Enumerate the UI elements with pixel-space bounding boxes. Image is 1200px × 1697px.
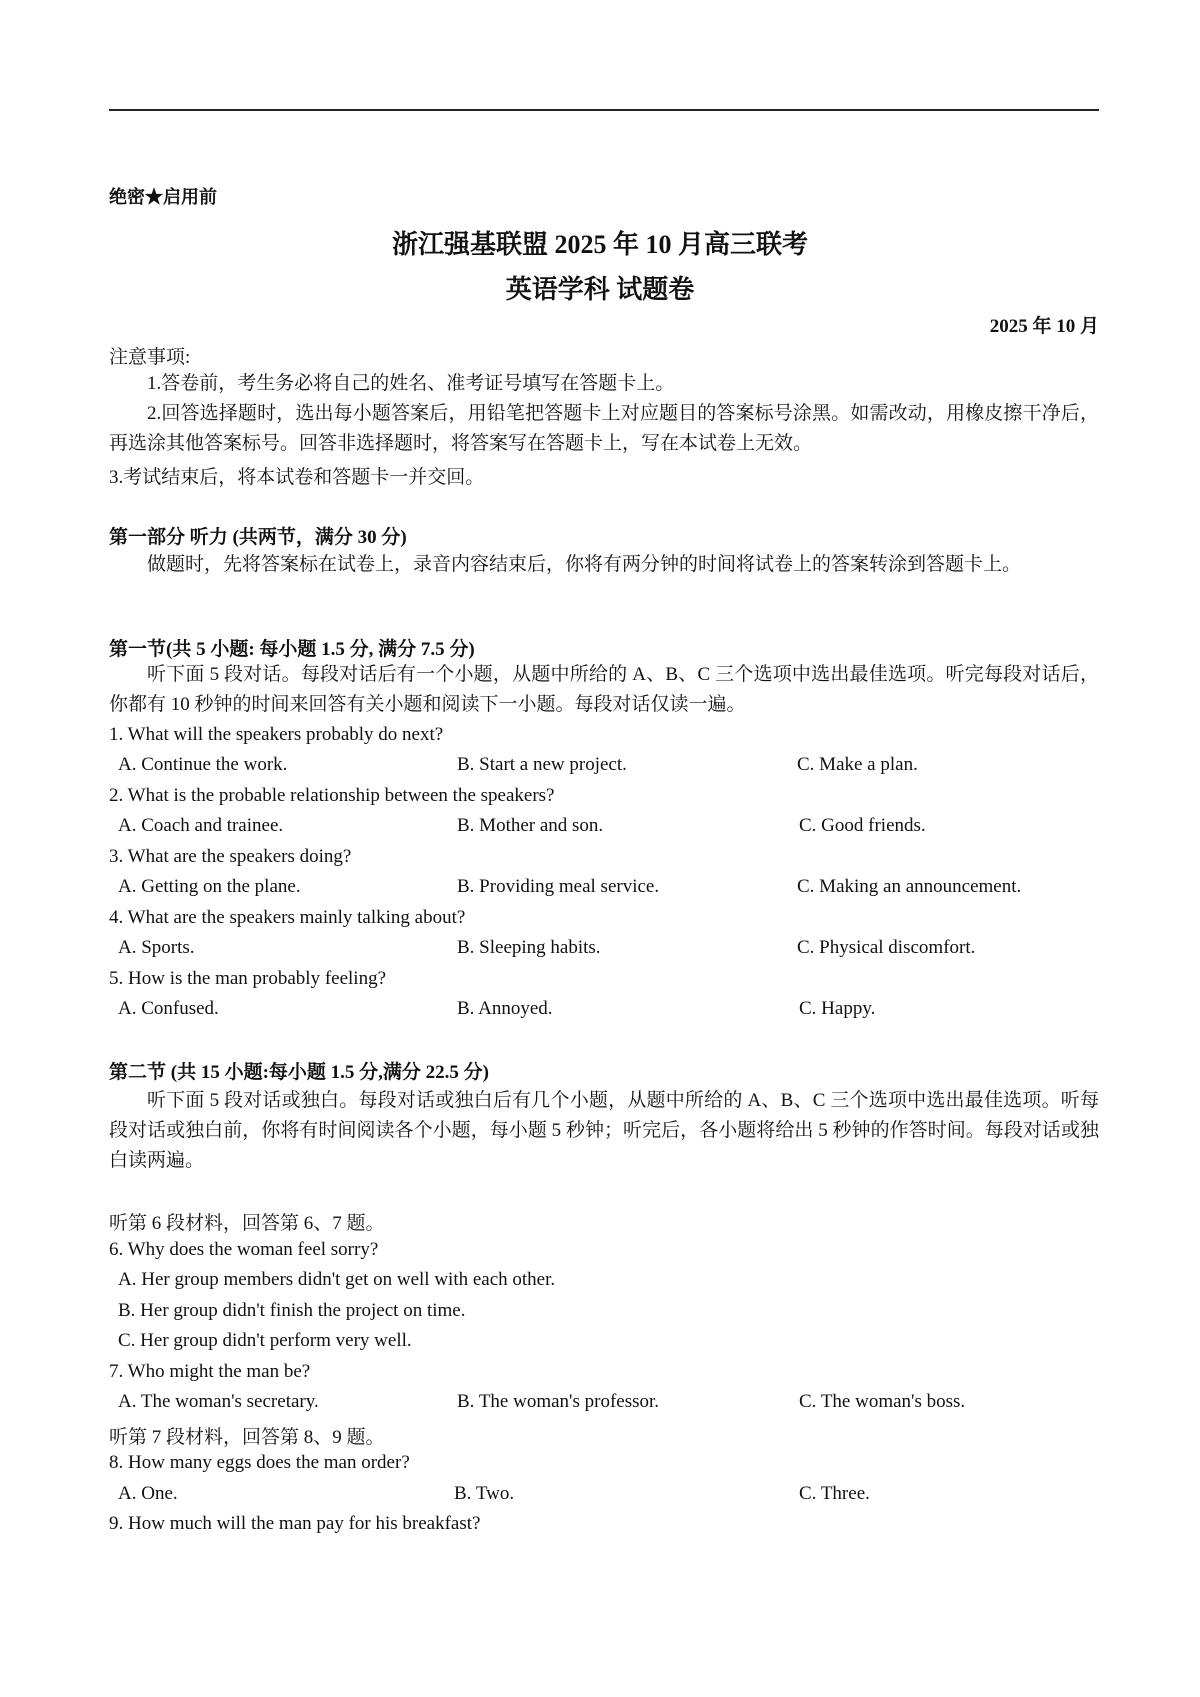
question-8-option-b: B. Two. <box>454 1483 515 1504</box>
question-3-option-a: A. Getting on the plane. <box>118 876 301 897</box>
material-7-instruction: 听第 7 段材料，回答第 8、9 题。 <box>109 1427 385 1448</box>
question-2: 2. What is the probable relationship between the speakers? <box>109 785 555 806</box>
question-5: 5. How is the man probably feeling? <box>109 968 387 989</box>
exam-title: 浙江强基联盟 2025 年 10 月高三联考 <box>391 230 808 259</box>
question-6-option-c: C. Her group didn't perform very well. <box>118 1330 412 1351</box>
exam-subtitle: 英语学科 试题卷 <box>505 275 695 304</box>
question-7-option-b: B. The woman's professor. <box>457 1391 660 1412</box>
question-1-option-c: C. Make a plan. <box>797 754 918 775</box>
header-rule <box>109 109 1099 111</box>
question-3: 3. What are the speakers doing? <box>109 846 352 867</box>
question-1-option-b: B. Start a new project. <box>457 754 627 775</box>
question-2-option-c: C. Good friends. <box>799 815 926 836</box>
question-4-option-a: A. Sports. <box>118 937 195 958</box>
question-2-option-b: B. Mother and son. <box>457 815 604 836</box>
question-7-option-c: C. The woman's boss. <box>799 1391 966 1412</box>
question-4: 4. What are the speakers mainly talking about? <box>109 907 466 928</box>
question-9: 9. How much will the man pay for his breakfast? <box>109 1513 481 1534</box>
question-4-option-c: C. Physical discomfort. <box>797 937 976 958</box>
question-7-option-a: A. The woman's secretary. <box>118 1391 319 1412</box>
question-6: 6. Why does the woman feel sorry? <box>109 1239 379 1260</box>
question-8-option-c: C. Three. <box>799 1483 870 1504</box>
notice-item-2: 2.回答选择题时，选出每小题答案后，用铅笔把答题卡上对应题目的答案标号涂黑。如需改动，用橡皮擦干净后，再选涂其他答案标号。回答非选择题时，将答案写在答题卡上，写在本试卷上无效。 <box>109 403 1099 454</box>
question-6-option-a: A. Her group members didn't get on well with each other. <box>118 1269 556 1290</box>
section2-intro: 听下面 5 段对话或独白。每段对话或独白后有几个小题，从题中所给的 A、B、C 三个选项中选出最佳选项。听每段对话或独白前，你将有时间阅读各个小题，每小题 5 秒钟；听完后，各小题将给出 5 秒钟的作答时间。每段对话或独白读两遍。 <box>109 1090 1099 1171</box>
section2-heading: 第二节 (共 15 小题:每小题 1.5 分,满分 22.5 分) <box>109 1062 489 1083</box>
question-3-option-c: C. Making an announcement. <box>797 876 1022 897</box>
notice-item-1: 1.答卷前，考生务必将自己的姓名、准考证号填写在答题卡上。 <box>147 373 675 394</box>
question-4-option-b: B. Sleeping habits. <box>457 937 601 958</box>
section1-intro: 听下面 5 段对话。每段对话后有一个小题，从题中所给的 A、B、C 三个选项中选出最佳选项。听完每段对话后，你都有 10 秒钟的时间来回答有关小题和阅读下一小题。每段对话仅读一遍。 <box>109 664 1099 715</box>
notice-item-3: 3.考试结束后，将本试卷和答题卡一并交回。 <box>109 467 485 488</box>
question-3-option-b: B. Providing meal service. <box>457 876 660 897</box>
section1-heading: 第一节(共 5 小题: 每小题 1.5 分, 满分 7.5 分) <box>109 639 475 660</box>
material-6-instruction: 听第 6 段材料，回答第 6、7 题。 <box>109 1213 385 1234</box>
question-6-option-b: B. Her group didn't finish the project on time. <box>118 1300 466 1321</box>
question-5-option-b: B. Annoyed. <box>457 998 553 1019</box>
question-1-option-a: A. Continue the work. <box>118 754 288 775</box>
question-5-option-c: C. Happy. <box>799 998 876 1019</box>
question-5-option-a: A. Confused. <box>118 998 219 1019</box>
exam-date: 2025 年 10 月 <box>989 316 1099 337</box>
question-1: 1. What will the speakers probably do next? <box>109 724 444 745</box>
confidential-label: 绝密★启用前 <box>109 187 217 207</box>
notice-heading: 注意事项: <box>109 347 191 368</box>
part1-heading: 第一部分 听力 (共两节，满分 30 分) <box>109 527 407 548</box>
question-7: 7. Who might the man be? <box>109 1361 311 1382</box>
part1-intro: 做题时，先将答案标在试卷上，录音内容结束后，你将有两分钟的时间将试卷上的答案转涂到答题卡上。 <box>147 554 1022 575</box>
question-8-option-a: A. One. <box>118 1483 178 1504</box>
question-8: 8. How many eggs does the man order? <box>109 1452 410 1473</box>
question-2-option-a: A. Coach and trainee. <box>118 815 284 836</box>
